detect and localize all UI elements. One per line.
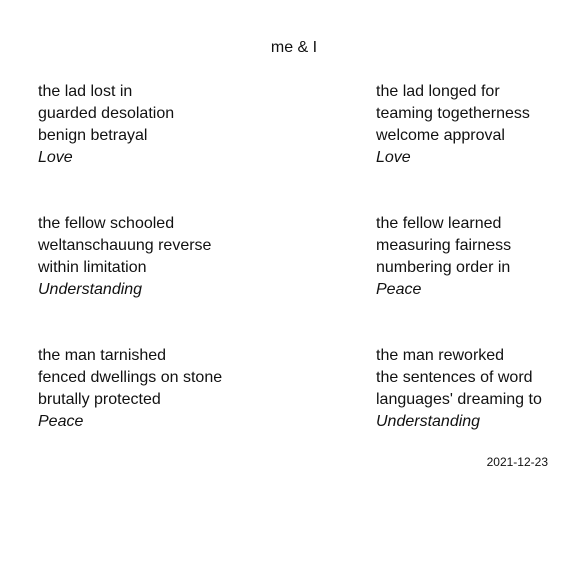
stanza-line: numbering order in — [376, 259, 511, 276]
stanza-line: benign betrayal — [38, 127, 148, 144]
right-stanza-3 — [376, 345, 542, 433]
stanza-line: the man tarnished — [38, 347, 167, 364]
stanza-line: guarded desolation — [38, 105, 175, 122]
stanza-line: weltanschauung reverse — [38, 237, 212, 254]
stanza-line: fenced dwellings on stone — [38, 369, 223, 386]
stanza-line: the fellow schooled — [38, 215, 175, 232]
stanza-closing-word: Love — [38, 149, 73, 166]
stanza-line: the sentences of word — [376, 369, 533, 386]
stanza-line: teaming togetherness — [376, 105, 530, 122]
stanza-line: the lad longed for — [376, 83, 500, 100]
left-stanza-3 — [38, 345, 222, 433]
stanza-line: the lad lost in — [38, 83, 133, 100]
stanza-line: brutally protected — [38, 391, 161, 408]
right-stanza-2 — [376, 213, 511, 301]
stanza-closing-word: Understanding — [38, 281, 143, 298]
stanza-line: welcome approval — [376, 127, 505, 144]
stanza-line: the man reworked — [376, 347, 505, 364]
date-stamp: 2021-12-23 — [486, 455, 548, 469]
poem-title: me & I — [270, 39, 318, 56]
left-stanza-2 — [38, 213, 211, 301]
stanza-line: within limitation — [38, 259, 147, 276]
stanza-line: the fellow learned — [376, 215, 502, 232]
stanza-closing-word: Peace — [376, 281, 422, 298]
right-stanza-1 — [376, 81, 530, 169]
left-stanza-1 — [38, 81, 174, 169]
stanza-closing-word: Love — [376, 149, 411, 166]
stanza-line: languages' dreaming to — [376, 391, 542, 408]
stanza-line: measuring fairness — [376, 237, 512, 254]
stanza-closing-word: Peace — [38, 413, 84, 430]
stanza-closing-word: Understanding — [376, 413, 481, 430]
